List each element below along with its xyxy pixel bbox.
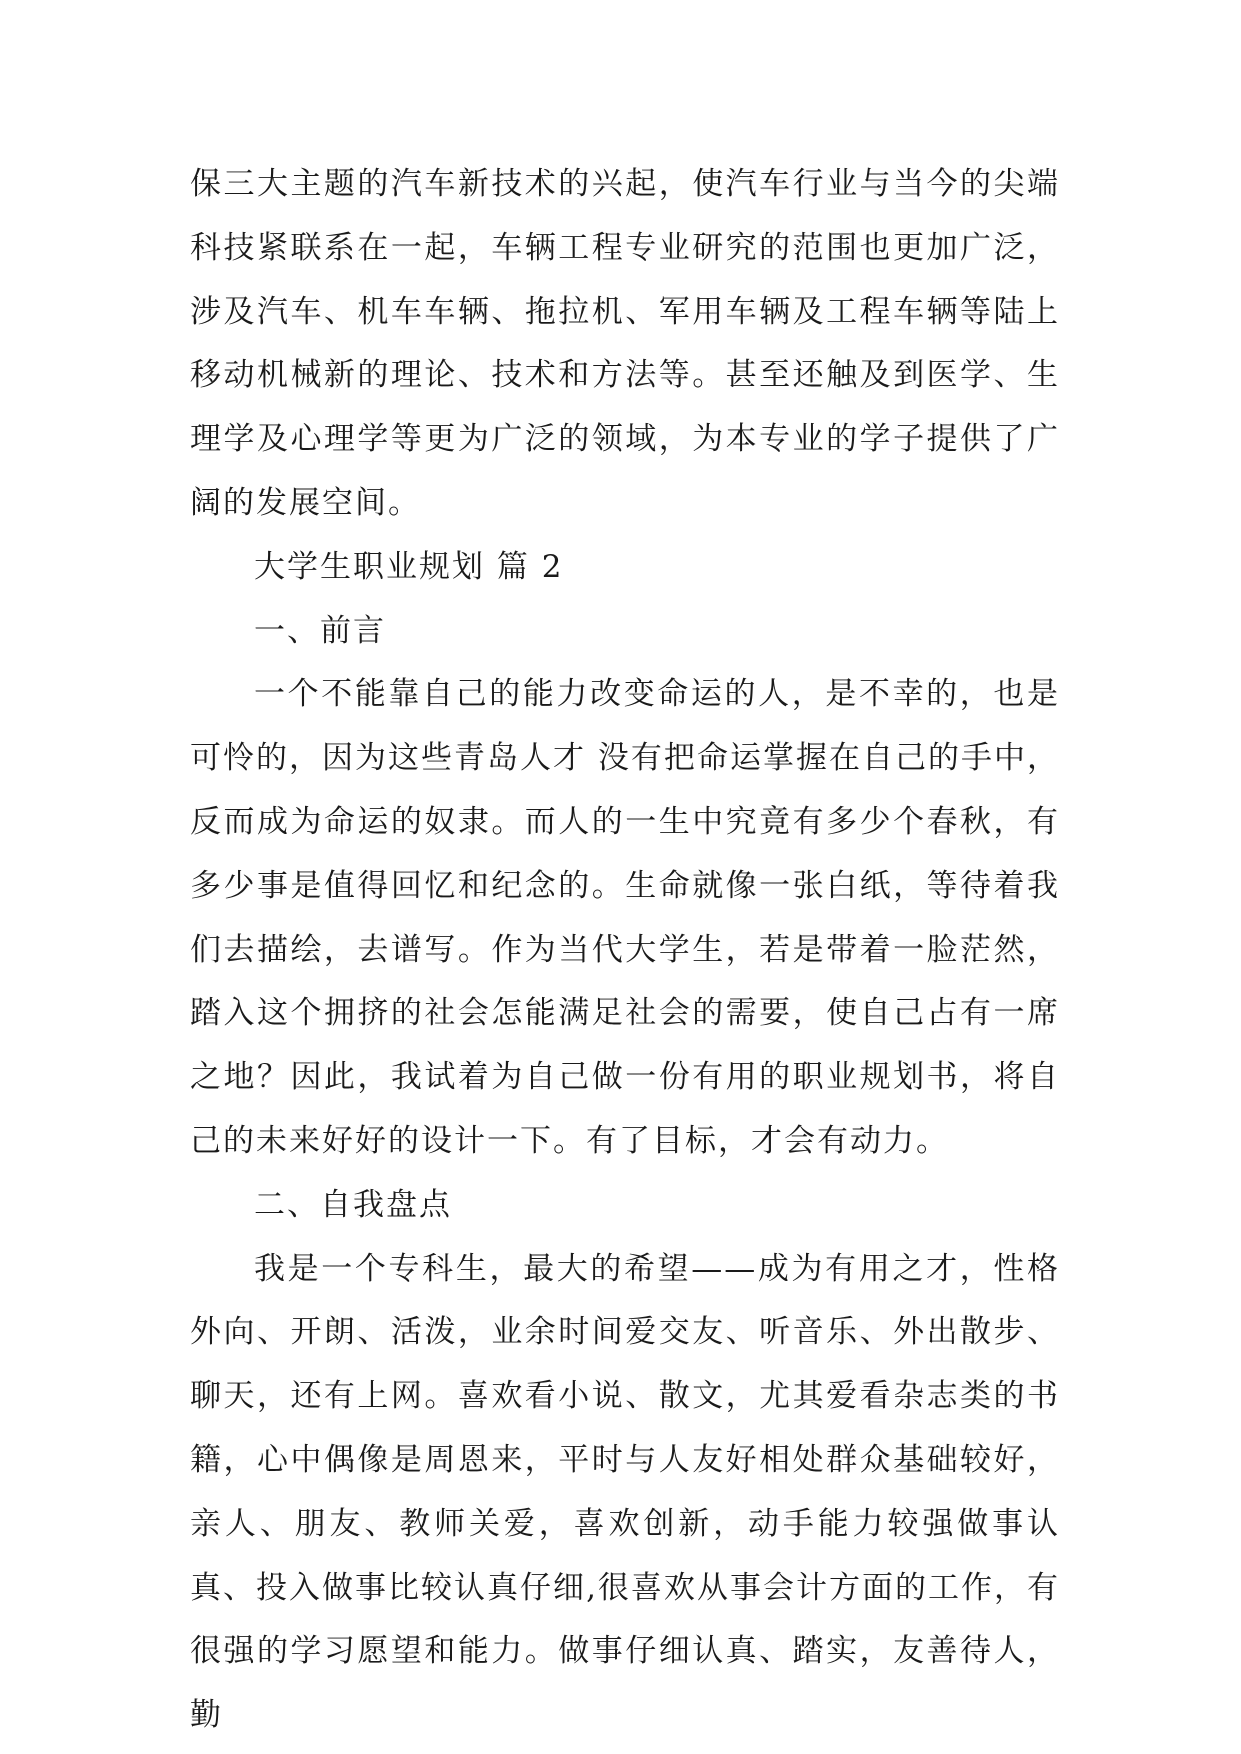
subheading-preface: 一、前言 [254, 612, 386, 649]
section-heading-plan-2: 大学生职业规划 篇 2 [254, 548, 564, 585]
paragraph-continuation: 保三大主题的汽车新技术的兴起，使汽车行业与当今的尖端科技紧联系在一起，车辆工程专业研究的范围也更加广泛，涉及汽车、机车车辆、拖拉机、军用车辆及工程车辆等陆上移动机械新的理论、技术和方法等。甚至还触及到医学、生理学及心理学等更为广泛的领域，为本专业的学子提供了广阔的发展空间。 [190, 166, 1060, 521]
paragraph-preface: 一个不能靠自己的能力改变命运的人，是不幸的，也是可怜的，因为这些青岛人才 没有把命运掌握在自己的手中，反而成为命运的奴隶。而人的一生中究竟有多少个春秋，有多少事是值得回忆和纪念的。生命就像一张白纸，等待着我们去描绘，去谱写。作为当代大学生，若是带着一脸茫然，踏入这个拥挤的社会怎能满足社会的需要，使自己占有一席之地？因此，我试着为自己做一份有用的职业规划书，将自己的未来好好的设计一下。有了目标，才会有动力。 [190, 676, 1060, 1159]
subheading-self-assessment: 二、自我盘点 [254, 1186, 452, 1223]
paragraph-self-assessment: 我是一个专科生，最大的希望——成为有用之才，性格外向、开朗、活泼，业余时间爱交友、听音乐、外出散步、聊天，还有上网。喜欢看小说、散文，尤其爱看杂志类的书籍，心中偶像是周恩来，平时与人友好相处群众基础较好，亲人、朋友、教师关爱，喜欢创新，动手能力较强做事认真、投入做事比较认真仔细,很喜欢从事会计方面的工作，有很强的学习愿望和能力。做事仔细认真、踏实，友善待人，勤 [190, 1250, 1060, 1734]
document-body [190, 153, 1060, 1748]
